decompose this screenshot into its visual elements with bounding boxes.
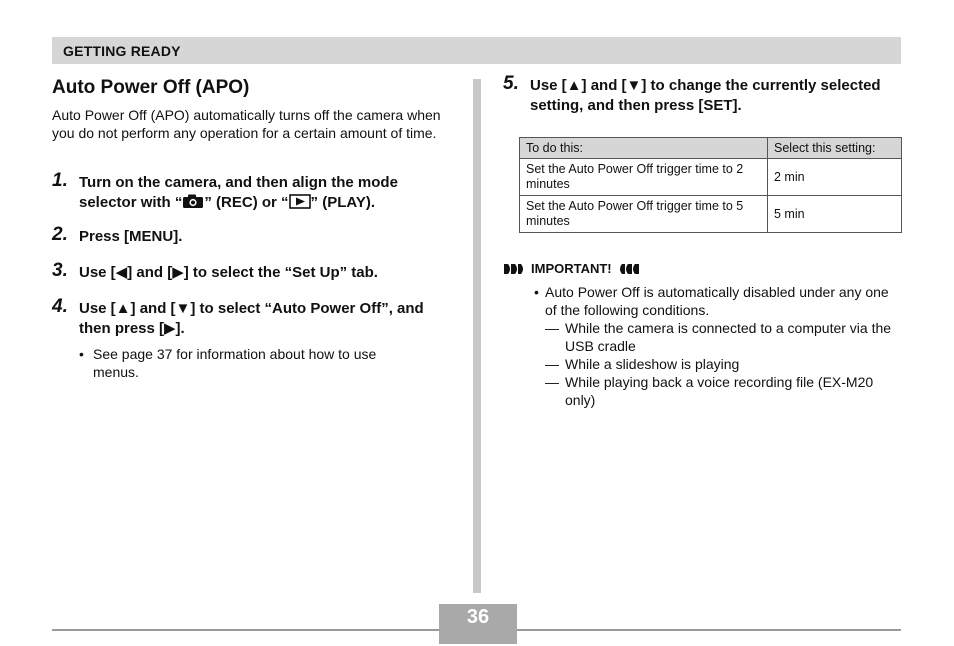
step-text: Turn on the camera, and then align the mode selector with “ bbox=[79, 174, 398, 211]
important-right-marker-icon bbox=[618, 263, 640, 275]
important-heading bbox=[503, 260, 903, 278]
step-number: 2. bbox=[52, 224, 68, 245]
section-label: GETTING READY bbox=[63, 43, 181, 59]
condition-item: — While a slideshow is playing bbox=[503, 355, 903, 373]
step-text: ” (REC) or “ bbox=[204, 194, 289, 211]
table-cell: Set the Auto Power Off trigger time to 2 minutes bbox=[520, 159, 768, 196]
step-text: Press [MENU]. bbox=[79, 228, 183, 245]
table-cell: 2 min bbox=[768, 159, 902, 196]
table-row bbox=[520, 159, 902, 196]
intro-paragraph: Auto Power Off (APO) automatically turns off the camera when you do not perform any operation for a certain amount of time. bbox=[52, 107, 441, 141]
step-4-note: • See page 37 for information about how to use menus. bbox=[78, 345, 423, 381]
table-header-cell: Select this setting: bbox=[768, 138, 902, 159]
step-1 bbox=[52, 170, 447, 213]
table-header-row bbox=[520, 138, 902, 159]
table-cell: 5 min bbox=[768, 196, 902, 233]
important-box bbox=[503, 260, 903, 409]
step-4 bbox=[52, 296, 447, 339]
page-number-box bbox=[439, 604, 517, 644]
important-label: IMPORTANT! bbox=[531, 261, 612, 276]
step-number: 3. bbox=[52, 260, 68, 281]
table-cell: Set the Auto Power Off trigger time to 5 minutes bbox=[520, 196, 768, 233]
table-header-cell: To do this: bbox=[520, 138, 768, 159]
condition-item: — While the camera is connected to a computer via the USB cradle bbox=[503, 319, 903, 355]
important-left-marker-icon bbox=[503, 263, 525, 275]
play-mode-icon bbox=[289, 194, 311, 209]
condition-item: — While playing back a voice recording file (EX-M20 only) bbox=[503, 373, 903, 409]
camera-rec-icon bbox=[182, 194, 204, 209]
step-3 bbox=[52, 260, 447, 283]
step-number: 1. bbox=[52, 170, 68, 191]
table-row bbox=[520, 196, 902, 233]
step-text: Use [◀] and [▶] to select the “Set Up” tab. bbox=[79, 264, 378, 281]
column-divider bbox=[473, 79, 481, 593]
step-number: 5. bbox=[503, 73, 519, 94]
step-text: Use [▲] and [▼] to change the currently selected setting, and then press [SET]. bbox=[530, 77, 881, 114]
left-column bbox=[52, 76, 447, 381]
right-column bbox=[503, 73, 903, 408]
important-bullet: • Auto Power Off is automatically disabled under any one of the following conditions. bbox=[503, 283, 903, 319]
step-2 bbox=[52, 224, 447, 247]
step-5 bbox=[503, 73, 903, 116]
settings-table bbox=[519, 137, 902, 233]
step-text: ” (PLAY). bbox=[310, 194, 375, 211]
page-title: Auto Power Off (APO) bbox=[52, 77, 250, 98]
step-text: Use [▲] and [▼] to select “Auto Power Off”, and then press [▶]. bbox=[79, 300, 424, 337]
page-number: 36 bbox=[466, 606, 490, 628]
step-number: 4. bbox=[52, 296, 68, 317]
section-header-bar bbox=[52, 37, 901, 64]
